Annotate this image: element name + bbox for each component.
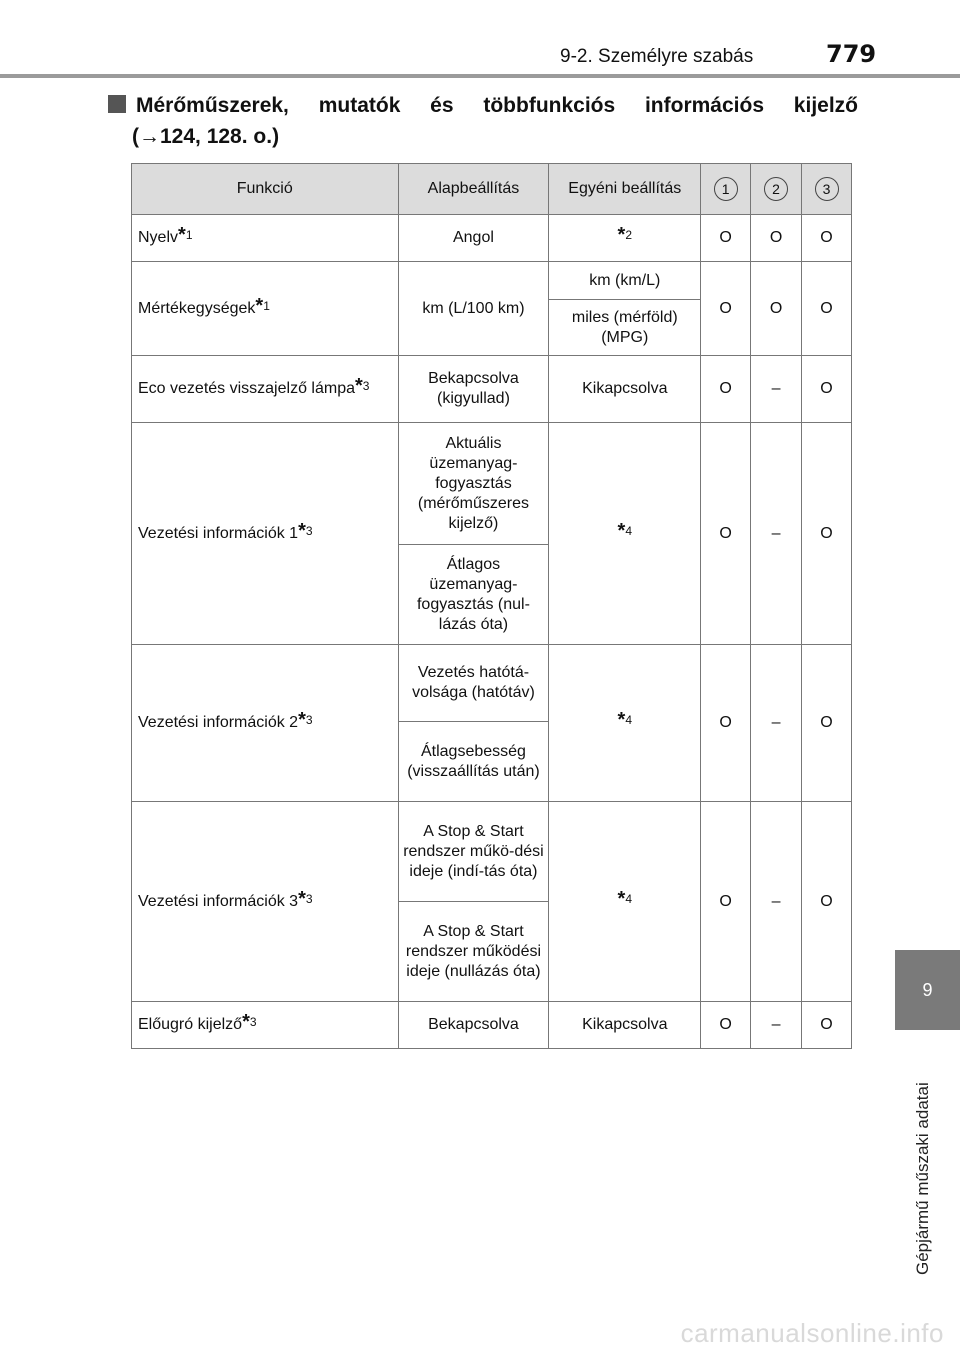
col1-cell: O [701,645,751,802]
col3-cell: O [802,215,852,262]
header-col-1 [701,164,751,215]
col2-cell: – [751,645,802,802]
default-cell: km (L/100 km) [398,262,549,356]
col1-cell: O [701,1002,751,1049]
circled-3-icon: 3 [815,177,839,201]
custom-cell: km (km/L) [549,262,701,300]
table-row [132,215,852,262]
chapter-tab-number: 9 [895,950,960,1030]
function-cell: Előugró kijelző$^{*3}$ [132,1002,399,1049]
custom-cell: miles (mérföld) (MPG) [549,300,701,356]
col2-cell: – [751,423,802,645]
col2-cell: O [751,215,802,262]
col1-cell: O [701,423,751,645]
section-heading [108,90,858,152]
custom-cell: Kikapcsolva [549,356,701,423]
settings-table [131,163,852,1049]
function-cell: Mértékegységek$^{*1}$ [132,262,399,356]
default-cell: Angol [398,215,549,262]
col3-cell: O [802,1002,852,1049]
col3-cell: O [802,356,852,423]
default-cell: A Stop & Start rendszer működési ideje (nullázás óta) [398,902,549,1002]
default-cell: Aktuális üzemanyag-fogyasztás (mérőműszeres kijelző) [398,423,549,545]
col1-cell: O [701,356,751,423]
header-default: Alapbeállítás [398,164,549,215]
table-row [132,356,852,423]
header-col-3 [802,164,852,215]
custom-cell: *4 [549,802,701,1002]
col2-cell: – [751,1002,802,1049]
header-section-title: 9-2. Személyre szabás [560,46,754,67]
square-bullet-icon [108,95,126,113]
header-function: Funkció [132,164,399,215]
function-cell: Eco vezetés visszajelző lámpa$^{*3}$ [132,356,399,423]
default-cell: Bekapcsolva [398,1002,549,1049]
custom-cell: *4 [549,423,701,645]
heading-line-2: (→124, 128. o.) [132,125,280,148]
header-custom: Egyéni beállítás [549,164,701,215]
function-cell: Vezetési információk 1$^{*3}$ [132,423,399,645]
col1-cell: O [701,262,751,356]
col3-cell: O [802,645,852,802]
col3-cell: O [802,423,852,645]
col2-cell: – [751,802,802,1002]
col3-cell: O [802,802,852,1002]
table-row [132,423,852,545]
col1-cell: O [701,215,751,262]
circled-1-icon: 1 [714,177,738,201]
watermark: carmanualsonline.info [0,1318,960,1348]
default-cell: Átlagsebesség (visszaállítás után) [398,722,549,802]
table-row [132,802,852,902]
heading-line-1: Mérőműszerek, mutatók és többfunkciós információs kijelző [108,90,858,121]
header-rule [0,74,960,78]
custom-cell: *2 [549,215,701,262]
default-cell: Átlagos üzemanyag-fogyasztás (nul-lázás óta) [398,545,549,645]
table-header-row [132,164,852,215]
table-row [132,262,852,300]
col1-cell: O [701,802,751,1002]
page-number: 779 [826,40,877,68]
default-cell: A Stop & Start rendszer műkö-dési ideje (indí-tás óta) [398,802,549,902]
custom-cell: *4 [549,645,701,802]
custom-cell: Kikapcsolva [549,1002,701,1049]
function-cell: Nyelv$^{*1}$ [132,215,399,262]
header-col-2 [751,164,802,215]
table-row [132,1002,852,1049]
col3-cell: O [802,262,852,356]
table-row [132,645,852,722]
default-cell: Bekapcsolva (kigyullad) [398,356,549,423]
function-cell: Vezetési információk 2$^{*3}$ [132,645,399,802]
col2-cell: – [751,356,802,423]
chapter-tab-label: Gépjármű műszaki adatai [895,1030,960,1280]
col2-cell: O [751,262,802,356]
circled-2-icon: 2 [764,177,788,201]
function-cell: Vezetési információk 3$^{*3}$ [132,802,399,1002]
default-cell: Vezetés hatótá-volsága (hatótáv) [398,645,549,722]
